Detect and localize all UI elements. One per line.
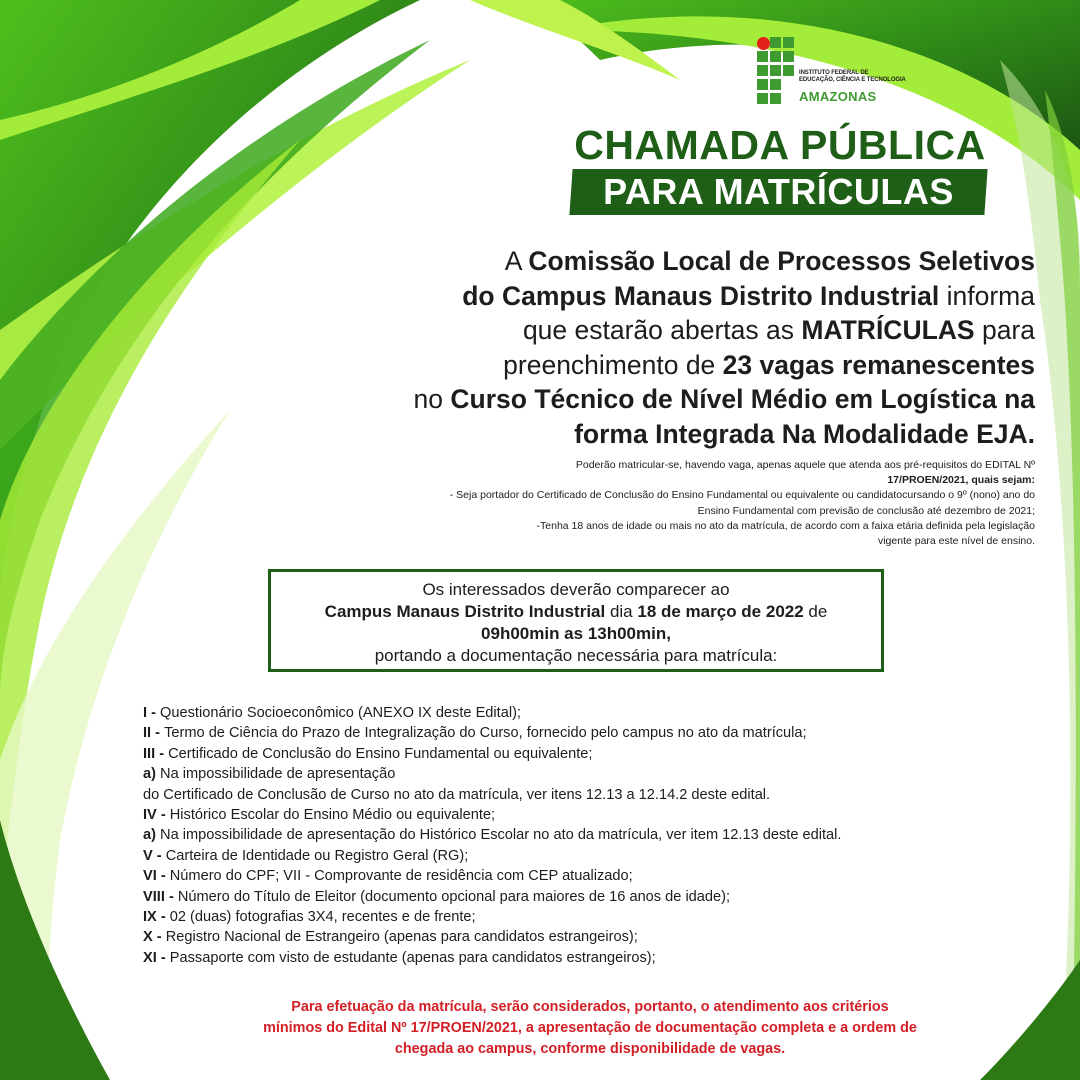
list-item: IX - 02 (duas) fotografias 3X4, recentes e de frente;: [143, 909, 476, 926]
list-item: XI - Passaporte com visto de estudante (apenas para candidatos estrangeiros);: [143, 949, 656, 966]
list-item: IV - Histórico Escolar do Ensino Médio ou equivalente;: [143, 807, 496, 824]
logo-amazonas: AMAZONAS: [799, 89, 877, 104]
list-item: X - Registro Nacional de Estrangeiro (apenas para candidatos estrangeiros);: [143, 929, 638, 946]
list-item: VIII - Número do Título de Eleitor (documento opcional para maiores de 16 anos de idade);: [143, 888, 731, 905]
logo-institution-text: INSTITUTO FEDERAL DE EDUCAÇÃO, CIÊNCIA E TECNOLOGIA: [799, 70, 906, 83]
list-item: VI - Número do CPF; VII - Comprovante de residência com CEP atualizado;: [143, 868, 633, 885]
footer-notice: Para efetuação da matrícula, serão considerados, portanto, o atendimento aos critérios mínimos do Edital Nº 17/PROEN/2021, a apresentação de documentação completa e a ordem de chegada ao campus, conforme disponibilidade de vagas.: [263, 999, 917, 1057]
logo-grid-icon: [755, 36, 795, 106]
list-item: II - Termo de Ciência do Prazo de Integralização do Curso, fornecido pelo campus no ato da matrícula;: [143, 725, 807, 742]
page-subtitle: PARA MATRÍCULAS: [603, 171, 954, 212]
page-title: CHAMADA PÚBLICA: [574, 122, 986, 168]
list-item: I - Questionário Socioeconômico (ANEXO IX deste Edital);: [143, 705, 521, 721]
logo-red-dot: [757, 37, 770, 50]
list-item: III - Certificado de Conclusão do Ensino Fundamental ou equivalente;: [143, 745, 593, 762]
intro-paragraph: A Comissão Local de Processos Seletivos do Campus Manaus Distrito Industrial informa que estarão abertas as MATRÍCULAS para preenchimento de 23 vagas remanescentes no Curso Técnico de Nível Médio em Logística na forma Integrada Na Modalidade EJA.: [413, 246, 1035, 449]
list-item: do Certificado de Conclusão de Curso no ato da matrícula, ver itens 12.13 a 12.14.2 deste edital.: [143, 786, 771, 803]
list-item: V - Carteira de Identidade ou Registro Geral (RG);: [143, 847, 469, 864]
list-item: a) Na impossibilidade de apresentação do Histórico Escolar no ato da matrícula, ver item 12.13 deste edital.: [143, 827, 842, 844]
attendance-text: Os interessados deverão comparecer ao Campus Manaus Distrito Industrial dia 18 de março de 2022 de 09h00min as 13h00min, portando a documentação necessária para matrícula:: [324, 580, 828, 665]
list-item: a) Na impossibilidade de apresentação: [143, 766, 396, 783]
documents-list: [143, 703, 1023, 968]
requirements-text: Poderão matricular-se, havendo vaga, apenas aquele que atenda aos pré-requisitos do EDITAL Nº 17/PROEN/2021, quais sejam: - Seja portador do Certificado de Conclusão do Ensino Fundamental ou equivalente ou candidatocursando o 9º (nono) ano do Ensino Fundamental com previsão de conclusão até dezembro de 2021; -Tenha 18 anos de idade ou mais no ato da matrícula, de acordo com a faixa etária definida pela legislação vigente para este nível de ensino.: [449, 459, 1035, 548]
ifam-logo: [755, 36, 905, 108]
